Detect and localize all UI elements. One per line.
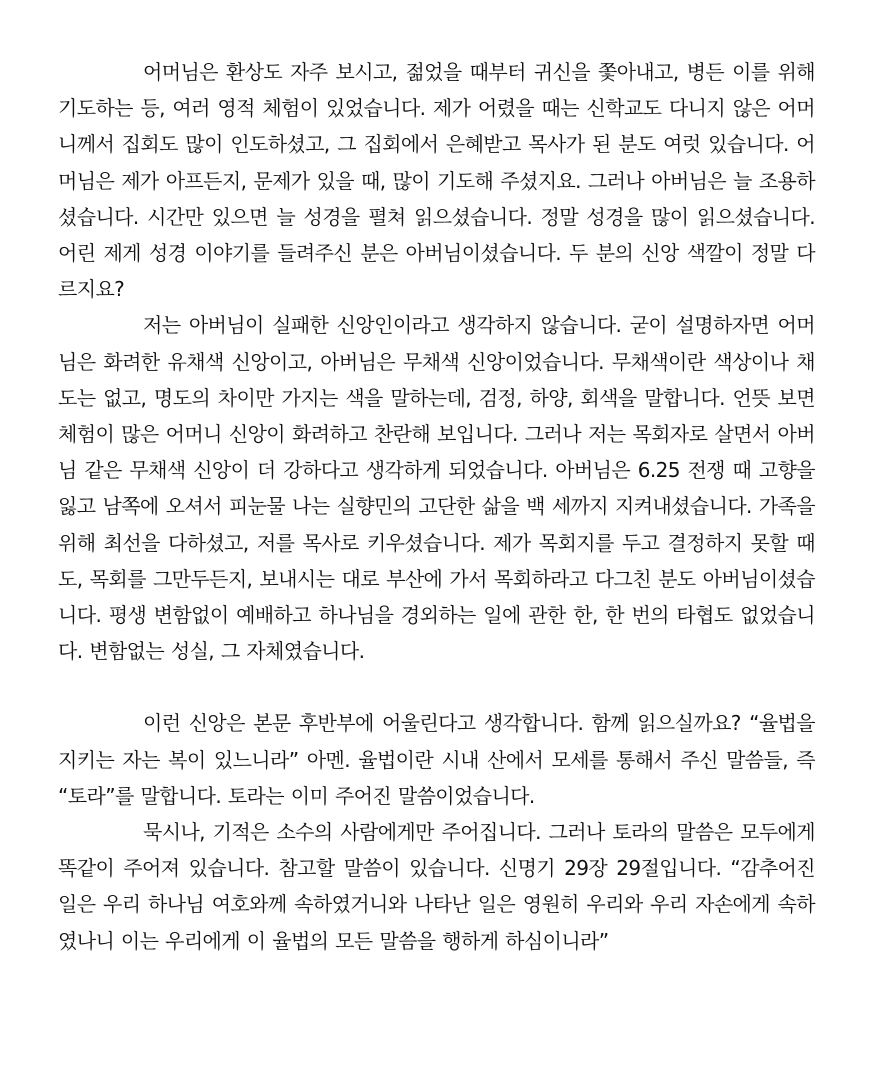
paragraph-achromatic-faith: 저는 아버님이 실패한 신앙인이라고 생각하지 않습니다. 굳이 설명하자면 어머님은 화려한 유채색 신앙이고, 아버님은 무채색 신앙이었습니다. 무채색이란 색상이나 채도는 없고, 명도의 차이만 가지는 색을 말하는데, 검정, 하양, 회색을 말합니다. 언뜻 보면 체험이 많은 어머니 신앙이 화려하고 찬란해 보입니다. 그러나 저는 목회자로 살면서 아버님 같은 무채색 신앙이 더 강하다고 생각하게 되었습니다. 아버님은 6.25 전쟁 때 고향을 잃고 남쪽에 오셔서 피눈물 나는 실향민의 고단한 삶을 백 세까지 지켜내셨습니다. 가족을 위해 최선을 다하셨고, 저를 목사로 키우셨습니다. 제가 목회지를 두고 결정하지 못할 때도, 목회를 그만두든지, 보내시는 대로 부산에 가서 목회하라고 다그친 분도 아버님이셨습니다. 평생 변함없이 예배하고 하나님을 경외하는 일에 관한 한, 한 번의 타협도 없었습니다. 변함없는 성실, 그 자체였습니다.	[58, 313, 815, 664]
paragraph-spacer	[58, 669, 815, 705]
paragraph-mother-father-faith: 어머님은 환상도 자주 보시고, 젊었을 때부터 귀신을 쫓아내고, 병든 이를 위해 기도하는 등, 여러 영적 체험이 있었습니다. 제가 어렸을 때는 신학교도 다니지 않은 어머니께서 집회도 많이 인도하셨고, 그 집회에서 은혜받고 목사가 된 분도 여럿 있습니다. 어머님은 제가 아프든지, 문제가 있을 때, 많이 기도해 주셨지요. 그러나 아버님은 늘 조용하셨습니다. 시간만 있으면 늘 성경을 펼쳐 읽으셨습니다. 정말 성경을 많이 읽으셨습니다. 어린 제게 성경 이야기를 들려주신 분은 아버님이셨습니다. 두 분의 신앙 색깔이 정말 다르지요?	[58, 60, 815, 302]
paragraph-deuteronomy-quote: 묵시나, 기적은 소수의 사람에게만 주어집니다. 그러나 토라의 말씀은 모두에게 똑같이 주어져 있습니다. 참고할 말씀이 있습니다. 신명기 29장 29절입니다. “감추어진 일은 우리 하나님 여호와께 속하였거니와 나타난 일은 영원히 우리와 우리 자손에게 속하였나니 이는 우리에게 이 율법의 모든 말씀을 행하게 하심이니라”	[58, 820, 815, 953]
paragraph-law-blessing: 이런 신앙은 본문 후반부에 어울린다고 생각합니다. 함께 읽으실까요? “율법을 지키는 자는 복이 있느니라” 아멘. 율법이란 시내 산에서 모세를 통해서 주신 말씀들, 즉 “토라”를 말합니다. 토라는 이미 주어진 말씀이었습니다.	[58, 711, 815, 808]
